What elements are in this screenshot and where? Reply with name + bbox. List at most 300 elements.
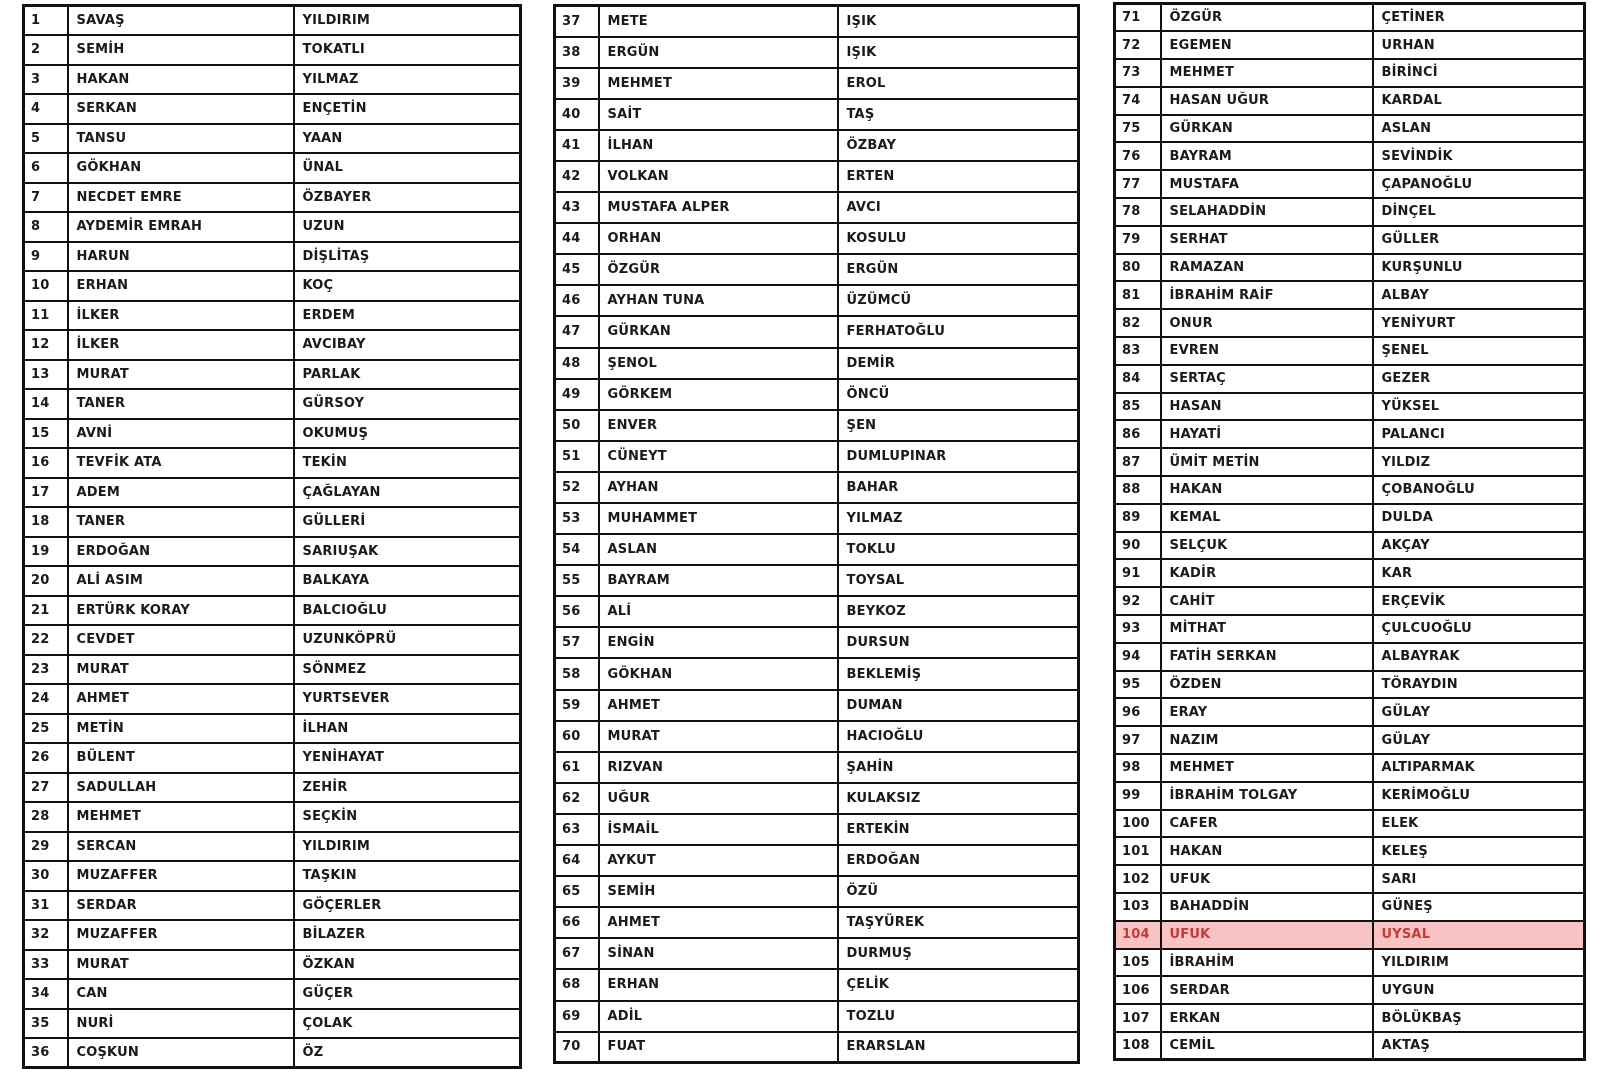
table-row bbox=[24, 94, 521, 124]
last-name-cell: ERGÜN bbox=[838, 254, 1079, 285]
row-number: 108 bbox=[1115, 1032, 1161, 1060]
last-name-cell: EROL bbox=[838, 68, 1079, 99]
table-row bbox=[555, 6, 1079, 37]
last-name-cell: ERTEN bbox=[838, 161, 1079, 192]
first-name-cell: UĞUR bbox=[599, 783, 838, 814]
first-name-cell: ALİ ASIM bbox=[68, 566, 294, 596]
table-row bbox=[1115, 59, 1585, 87]
table-row bbox=[24, 950, 521, 980]
first-name-cell: EVREN bbox=[1161, 337, 1373, 365]
table-row bbox=[1115, 643, 1585, 671]
row-number: 5 bbox=[24, 124, 68, 154]
row-number: 14 bbox=[24, 389, 68, 419]
table-row bbox=[24, 153, 521, 183]
first-name-cell: METE bbox=[599, 6, 838, 37]
last-name-cell: TÖRAYDIN bbox=[1373, 671, 1585, 699]
first-name-cell: AVNİ bbox=[68, 419, 294, 449]
first-name-cell: RIZVAN bbox=[599, 752, 838, 783]
table-body bbox=[24, 6, 521, 1068]
last-name-cell: IŞIK bbox=[838, 37, 1079, 68]
first-name-cell: SAVAŞ bbox=[68, 6, 294, 36]
row-number: 28 bbox=[24, 802, 68, 832]
table-row bbox=[555, 503, 1079, 534]
row-number: 39 bbox=[555, 68, 599, 99]
first-name-cell: ÖZGÜR bbox=[1161, 4, 1373, 32]
table-row bbox=[1115, 921, 1585, 949]
table-row bbox=[555, 410, 1079, 441]
row-number: 2 bbox=[24, 35, 68, 65]
last-name-cell: KARDAL bbox=[1373, 87, 1585, 115]
last-name-cell: SEVİNDİK bbox=[1373, 142, 1585, 170]
last-name-cell: GÜLAY bbox=[1373, 698, 1585, 726]
first-name-cell: CAN bbox=[68, 979, 294, 1009]
row-number: 15 bbox=[24, 419, 68, 449]
table-row bbox=[555, 1001, 1079, 1032]
first-name-cell: ORHAN bbox=[599, 223, 838, 254]
first-name-cell: BAYRAM bbox=[599, 565, 838, 596]
row-number: 47 bbox=[555, 316, 599, 347]
first-name-cell: AHMET bbox=[599, 690, 838, 721]
last-name-cell: ÜNAL bbox=[294, 153, 521, 183]
last-name-cell: DURMUŞ bbox=[838, 938, 1079, 969]
first-name-cell: ALİ bbox=[599, 596, 838, 627]
first-name-cell: ERAY bbox=[1161, 698, 1373, 726]
table-row bbox=[1115, 837, 1585, 865]
row-number: 73 bbox=[1115, 59, 1161, 87]
table-row bbox=[1115, 87, 1585, 115]
table-row bbox=[555, 285, 1079, 316]
table-row bbox=[24, 596, 521, 626]
row-number: 25 bbox=[24, 714, 68, 744]
row-number: 31 bbox=[24, 891, 68, 921]
table-row bbox=[1115, 671, 1585, 699]
table-row bbox=[1115, 1032, 1585, 1060]
first-name-cell: UFUK bbox=[1161, 865, 1373, 893]
last-name-cell: TEKİN bbox=[294, 448, 521, 478]
row-number: 68 bbox=[555, 969, 599, 1000]
row-number: 33 bbox=[24, 950, 68, 980]
table-row bbox=[24, 242, 521, 272]
table-row bbox=[24, 124, 521, 154]
last-name-cell: YENİYURT bbox=[1373, 309, 1585, 337]
row-number: 71 bbox=[1115, 4, 1161, 32]
first-name-cell: EGEMEN bbox=[1161, 31, 1373, 59]
table-row bbox=[24, 1038, 521, 1068]
table-row bbox=[555, 316, 1079, 347]
last-name-cell: KULAKSIZ bbox=[838, 783, 1079, 814]
row-number: 10 bbox=[24, 271, 68, 301]
last-name-cell: KELEŞ bbox=[1373, 837, 1585, 865]
row-number: 85 bbox=[1115, 393, 1161, 421]
row-number: 56 bbox=[555, 596, 599, 627]
table-row bbox=[1115, 198, 1585, 226]
last-name-cell: ERDOĞAN bbox=[838, 845, 1079, 876]
first-name-cell: GÜRKAN bbox=[599, 316, 838, 347]
first-name-cell: ENGİN bbox=[599, 627, 838, 658]
last-name-cell: GÜNEŞ bbox=[1373, 893, 1585, 921]
row-number: 60 bbox=[555, 721, 599, 752]
first-name-cell: ERKAN bbox=[1161, 1004, 1373, 1032]
table-row bbox=[555, 907, 1079, 938]
table-row bbox=[555, 1032, 1079, 1063]
last-name-cell: ÖZBAY bbox=[838, 130, 1079, 161]
row-number: 19 bbox=[24, 537, 68, 567]
first-name-cell: SERDAR bbox=[68, 891, 294, 921]
first-name-cell: GÖKHAN bbox=[68, 153, 294, 183]
last-name-cell: YENİHAYAT bbox=[294, 743, 521, 773]
row-number: 63 bbox=[555, 814, 599, 845]
first-name-cell: CEMİL bbox=[1161, 1032, 1373, 1060]
last-name-cell: ÖZKAN bbox=[294, 950, 521, 980]
first-name-cell: TANER bbox=[68, 507, 294, 537]
row-number: 84 bbox=[1115, 365, 1161, 393]
last-name-cell: ÇAĞLAYAN bbox=[294, 478, 521, 508]
last-name-cell: YAAN bbox=[294, 124, 521, 154]
first-name-cell: AYHAN TUNA bbox=[599, 285, 838, 316]
first-name-cell: HAYATİ bbox=[1161, 420, 1373, 448]
table-row bbox=[1115, 337, 1585, 365]
table-row bbox=[1115, 365, 1585, 393]
table-row bbox=[555, 192, 1079, 223]
last-name-cell: YILDIZ bbox=[1373, 448, 1585, 476]
last-name-cell: AVCIBAY bbox=[294, 330, 521, 360]
row-number: 70 bbox=[555, 1032, 599, 1063]
row-number: 62 bbox=[555, 783, 599, 814]
row-number: 13 bbox=[24, 360, 68, 390]
last-name-cell: TOZLU bbox=[838, 1001, 1079, 1032]
first-name-cell: CÜNEYT bbox=[599, 441, 838, 472]
first-name-cell: MEHMET bbox=[68, 802, 294, 832]
table-row bbox=[555, 254, 1079, 285]
last-name-cell: YILMAZ bbox=[294, 65, 521, 95]
row-number: 8 bbox=[24, 212, 68, 242]
table-row bbox=[1115, 142, 1585, 170]
last-name-cell: GÜLLERİ bbox=[294, 507, 521, 537]
table-row bbox=[1115, 115, 1585, 143]
row-number: 53 bbox=[555, 503, 599, 534]
first-name-cell: ERDOĞAN bbox=[68, 537, 294, 567]
first-name-cell: METİN bbox=[68, 714, 294, 744]
last-name-cell: DEMİR bbox=[838, 348, 1079, 379]
table-row bbox=[1115, 31, 1585, 59]
last-name-cell: UYGUN bbox=[1373, 976, 1585, 1004]
first-name-cell: MEHMET bbox=[1161, 754, 1373, 782]
table-row bbox=[1115, 4, 1585, 32]
row-number: 81 bbox=[1115, 281, 1161, 309]
first-name-cell: GÖKHAN bbox=[599, 658, 838, 689]
first-name-cell: TEVFİK ATA bbox=[68, 448, 294, 478]
first-name-cell: SERCAN bbox=[68, 832, 294, 862]
row-number: 30 bbox=[24, 861, 68, 891]
first-name-cell: ADİL bbox=[599, 1001, 838, 1032]
table-row bbox=[555, 783, 1079, 814]
row-number: 79 bbox=[1115, 226, 1161, 254]
row-number: 90 bbox=[1115, 532, 1161, 560]
first-name-cell: AYHAN bbox=[599, 472, 838, 503]
table-row bbox=[555, 534, 1079, 565]
table-row bbox=[555, 441, 1079, 472]
first-name-cell: CAFER bbox=[1161, 810, 1373, 838]
last-name-cell: TOKLU bbox=[838, 534, 1079, 565]
row-number: 67 bbox=[555, 938, 599, 969]
last-name-cell: GÖÇERLER bbox=[294, 891, 521, 921]
row-number: 26 bbox=[24, 743, 68, 773]
last-name-cell: TAŞ bbox=[838, 99, 1079, 130]
table-row bbox=[24, 743, 521, 773]
last-name-cell: ŞEN bbox=[838, 410, 1079, 441]
row-number: 21 bbox=[24, 596, 68, 626]
table-row bbox=[1115, 309, 1585, 337]
row-number: 82 bbox=[1115, 309, 1161, 337]
row-number: 57 bbox=[555, 627, 599, 658]
table-row bbox=[24, 389, 521, 419]
first-name-cell: UFUK bbox=[1161, 921, 1373, 949]
first-name-cell: MUZAFFER bbox=[68, 861, 294, 891]
row-number: 83 bbox=[1115, 337, 1161, 365]
row-number: 12 bbox=[24, 330, 68, 360]
first-name-cell: SİNAN bbox=[599, 938, 838, 969]
row-number: 16 bbox=[24, 448, 68, 478]
first-name-cell: ERTÜRK KORAY bbox=[68, 596, 294, 626]
first-name-cell: BAHADDİN bbox=[1161, 893, 1373, 921]
table-row bbox=[1115, 559, 1585, 587]
row-number: 45 bbox=[555, 254, 599, 285]
row-number: 76 bbox=[1115, 142, 1161, 170]
first-name-cell: İLKER bbox=[68, 330, 294, 360]
first-name-cell: FATİH SERKAN bbox=[1161, 643, 1373, 671]
row-number: 61 bbox=[555, 752, 599, 783]
row-number: 94 bbox=[1115, 643, 1161, 671]
table-row bbox=[1115, 226, 1585, 254]
table-row bbox=[555, 721, 1079, 752]
row-number: 52 bbox=[555, 472, 599, 503]
table-row bbox=[1115, 754, 1585, 782]
row-number: 51 bbox=[555, 441, 599, 472]
row-number: 22 bbox=[24, 625, 68, 655]
table-row bbox=[1115, 448, 1585, 476]
last-name-cell: AVCI bbox=[838, 192, 1079, 223]
table-row bbox=[24, 861, 521, 891]
last-name-cell: ERÇEVİK bbox=[1373, 587, 1585, 615]
last-name-cell: GÜLLER bbox=[1373, 226, 1585, 254]
last-name-cell: TOKATLI bbox=[294, 35, 521, 65]
table-row bbox=[555, 130, 1079, 161]
row-number: 91 bbox=[1115, 559, 1161, 587]
row-number: 59 bbox=[555, 690, 599, 721]
row-number: 37 bbox=[555, 6, 599, 37]
row-number: 32 bbox=[24, 920, 68, 950]
last-name-cell: TOYSAL bbox=[838, 565, 1079, 596]
last-name-cell: YÜKSEL bbox=[1373, 393, 1585, 421]
first-name-cell: ÖZDEN bbox=[1161, 671, 1373, 699]
first-name-cell: AYDEMİR EMRAH bbox=[68, 212, 294, 242]
row-number: 24 bbox=[24, 684, 68, 714]
row-number: 98 bbox=[1115, 754, 1161, 782]
row-number: 17 bbox=[24, 478, 68, 508]
last-name-cell: BEKLEMİŞ bbox=[838, 658, 1079, 689]
last-name-cell: ALBAYRAK bbox=[1373, 643, 1585, 671]
row-number: 93 bbox=[1115, 615, 1161, 643]
last-name-cell: ÖZÜ bbox=[838, 876, 1079, 907]
table-row bbox=[1115, 615, 1585, 643]
first-name-cell: ERHAN bbox=[68, 271, 294, 301]
table-row bbox=[24, 625, 521, 655]
row-number: 35 bbox=[24, 1009, 68, 1039]
table-row bbox=[24, 802, 521, 832]
table-row bbox=[24, 1009, 521, 1039]
first-name-cell: ŞENOL bbox=[599, 348, 838, 379]
first-name-cell: ASLAN bbox=[599, 534, 838, 565]
row-number: 49 bbox=[555, 379, 599, 410]
row-number: 11 bbox=[24, 301, 68, 331]
row-number: 87 bbox=[1115, 448, 1161, 476]
row-number: 103 bbox=[1115, 893, 1161, 921]
last-name-cell: IŞIK bbox=[838, 6, 1079, 37]
row-number: 72 bbox=[1115, 31, 1161, 59]
row-number: 1 bbox=[24, 6, 68, 36]
row-number: 55 bbox=[555, 565, 599, 596]
table-row bbox=[1115, 170, 1585, 198]
table-row bbox=[555, 938, 1079, 969]
last-name-cell: İLHAN bbox=[294, 714, 521, 744]
last-name-cell: ÇOLAK bbox=[294, 1009, 521, 1039]
first-name-cell: COŞKUN bbox=[68, 1038, 294, 1068]
row-number: 44 bbox=[555, 223, 599, 254]
last-name-cell: SARIUŞAK bbox=[294, 537, 521, 567]
last-name-cell: DİNÇEL bbox=[1373, 198, 1585, 226]
row-number: 69 bbox=[555, 1001, 599, 1032]
row-number: 29 bbox=[24, 832, 68, 862]
last-name-cell: KOSULU bbox=[838, 223, 1079, 254]
table-row bbox=[555, 596, 1079, 627]
table-row bbox=[24, 832, 521, 862]
last-name-cell: DUMLUPINAR bbox=[838, 441, 1079, 472]
table-row bbox=[1115, 726, 1585, 754]
row-number: 27 bbox=[24, 773, 68, 803]
row-number: 77 bbox=[1115, 170, 1161, 198]
table-row bbox=[555, 752, 1079, 783]
row-number: 100 bbox=[1115, 810, 1161, 838]
table-row bbox=[24, 212, 521, 242]
first-name-cell: GÖRKEM bbox=[599, 379, 838, 410]
table-row bbox=[1115, 698, 1585, 726]
table-row bbox=[555, 845, 1079, 876]
row-number: 48 bbox=[555, 348, 599, 379]
row-number: 75 bbox=[1115, 115, 1161, 143]
last-name-cell: BALKAYA bbox=[294, 566, 521, 596]
last-name-cell: ÖZBAYER bbox=[294, 183, 521, 213]
table-row bbox=[555, 223, 1079, 254]
row-number: 105 bbox=[1115, 949, 1161, 977]
row-number: 9 bbox=[24, 242, 68, 272]
table-row bbox=[555, 99, 1079, 130]
last-name-cell: YILDIRIM bbox=[294, 832, 521, 862]
first-name-cell: SELÇUK bbox=[1161, 532, 1373, 560]
last-name-cell: ERDEM bbox=[294, 301, 521, 331]
first-name-cell: İBRAHİM bbox=[1161, 949, 1373, 977]
last-name-cell: BEYKOZ bbox=[838, 596, 1079, 627]
first-name-cell: SEMİH bbox=[599, 876, 838, 907]
last-name-cell: SARI bbox=[1373, 865, 1585, 893]
last-name-cell: KURŞUNLU bbox=[1373, 254, 1585, 282]
last-name-cell: ÜZÜMCÜ bbox=[838, 285, 1079, 316]
first-name-cell: ERHAN bbox=[599, 969, 838, 1000]
last-name-cell: BAHAR bbox=[838, 472, 1079, 503]
row-number: 41 bbox=[555, 130, 599, 161]
name-table-3 bbox=[1113, 2, 1586, 1061]
table-row bbox=[1115, 949, 1585, 977]
table-row bbox=[555, 68, 1079, 99]
row-number: 36 bbox=[24, 1038, 68, 1068]
first-name-cell: SADULLAH bbox=[68, 773, 294, 803]
row-number: 46 bbox=[555, 285, 599, 316]
row-number: 66 bbox=[555, 907, 599, 938]
table-row bbox=[24, 655, 521, 685]
last-name-cell: UZUNKÖPRÜ bbox=[294, 625, 521, 655]
last-name-cell: ALBAY bbox=[1373, 281, 1585, 309]
table-row bbox=[555, 472, 1079, 503]
row-number: 50 bbox=[555, 410, 599, 441]
first-name-cell: MİTHAT bbox=[1161, 615, 1373, 643]
row-number: 58 bbox=[555, 658, 599, 689]
row-number: 3 bbox=[24, 65, 68, 95]
table-row bbox=[1115, 393, 1585, 421]
last-name-cell: ALTIPARMAK bbox=[1373, 754, 1585, 782]
row-number: 78 bbox=[1115, 198, 1161, 226]
row-number: 74 bbox=[1115, 87, 1161, 115]
last-name-cell: YILDIRIM bbox=[1373, 949, 1585, 977]
last-name-cell: YILMAZ bbox=[838, 503, 1079, 534]
last-name-cell: ERTEKİN bbox=[838, 814, 1079, 845]
table-row bbox=[1115, 1004, 1585, 1032]
last-name-cell: GEZER bbox=[1373, 365, 1585, 393]
first-name-cell: NURİ bbox=[68, 1009, 294, 1039]
last-name-cell: PALANCI bbox=[1373, 420, 1585, 448]
table-row bbox=[24, 301, 521, 331]
last-name-cell: ZEHİR bbox=[294, 773, 521, 803]
last-name-cell: AKTAŞ bbox=[1373, 1032, 1585, 1060]
table-row bbox=[555, 690, 1079, 721]
table-row bbox=[1115, 476, 1585, 504]
first-name-cell: MEHMET bbox=[599, 68, 838, 99]
last-name-cell: GÜÇER bbox=[294, 979, 521, 1009]
last-name-cell: ÇELİK bbox=[838, 969, 1079, 1000]
table-row bbox=[24, 419, 521, 449]
table-row bbox=[24, 478, 521, 508]
first-name-cell: KADİR bbox=[1161, 559, 1373, 587]
table-row bbox=[1115, 782, 1585, 810]
last-name-cell: ŞENEL bbox=[1373, 337, 1585, 365]
first-name-cell: BAYRAM bbox=[1161, 142, 1373, 170]
table-row bbox=[24, 35, 521, 65]
last-name-cell: KAR bbox=[1373, 559, 1585, 587]
last-name-cell: ÇULCUOĞLU bbox=[1373, 615, 1585, 643]
last-name-cell: UYSAL bbox=[1373, 921, 1585, 949]
row-number: 104 bbox=[1115, 921, 1161, 949]
table-row bbox=[24, 891, 521, 921]
first-name-cell: CAHİT bbox=[1161, 587, 1373, 615]
first-name-cell: CEVDET bbox=[68, 625, 294, 655]
last-name-cell: KOÇ bbox=[294, 271, 521, 301]
row-number: 99 bbox=[1115, 782, 1161, 810]
table-body bbox=[555, 6, 1079, 1063]
last-name-cell: YURTSEVER bbox=[294, 684, 521, 714]
first-name-cell: HASAN UĞUR bbox=[1161, 87, 1373, 115]
table-row bbox=[555, 379, 1079, 410]
table-row bbox=[555, 37, 1079, 68]
name-table-2 bbox=[553, 4, 1080, 1064]
table-row bbox=[555, 876, 1079, 907]
